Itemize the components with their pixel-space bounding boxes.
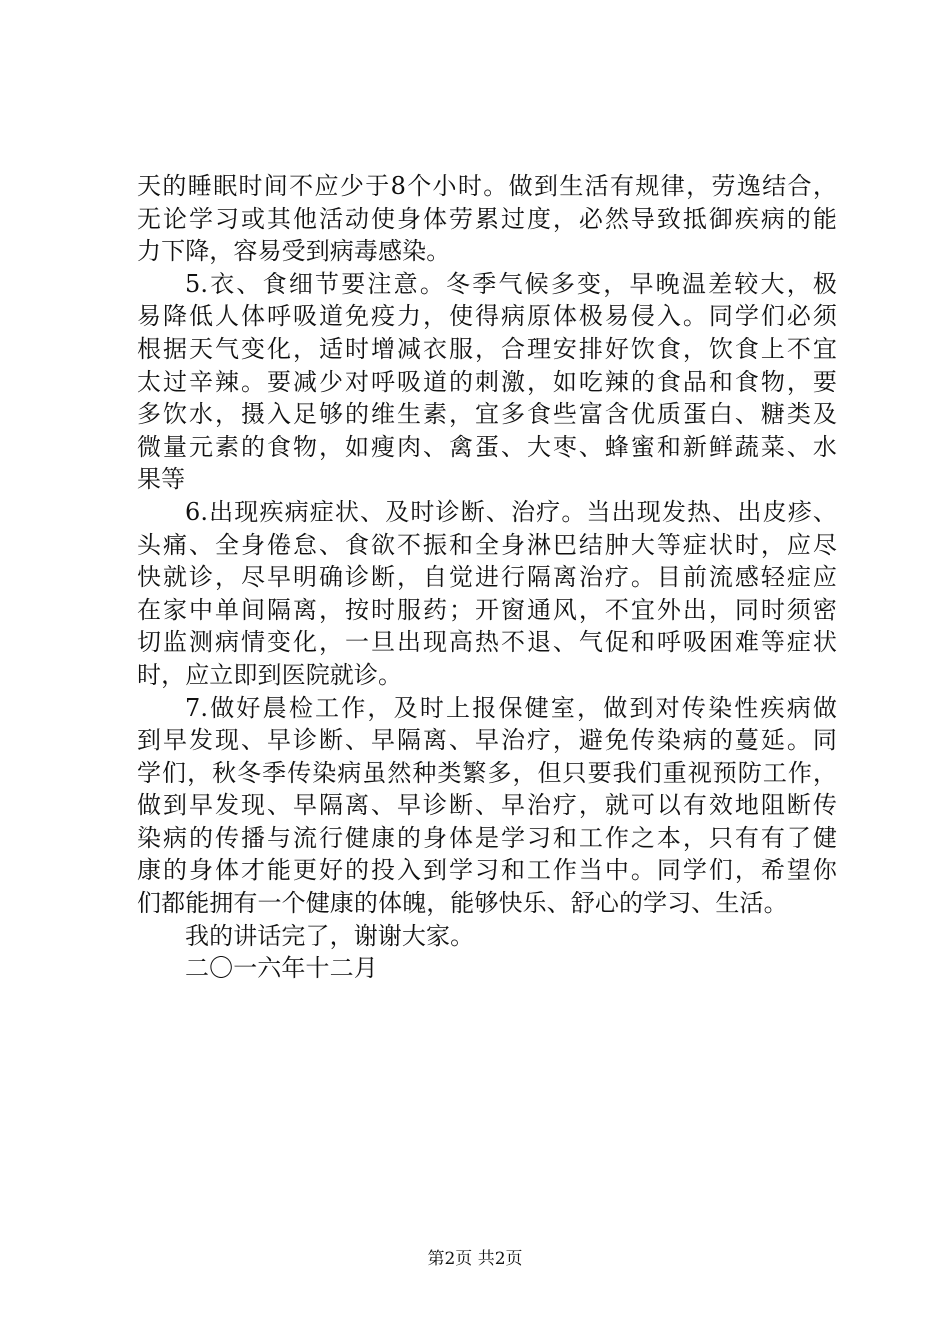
text-line: 头痛、全身倦怠、食欲不振和全身淋巴结肿大等症状时，应尽 xyxy=(137,530,837,559)
document-body xyxy=(137,170,837,985)
text-line: 康的身体才能更好的投入到学习和工作当中。同学们，希望你 xyxy=(137,856,837,885)
page-number-label: 第2页 共2页 xyxy=(427,1249,523,1269)
text-line: 易降低人体呼吸道免疫力，使得病原体极易侵入。同学们必须 xyxy=(137,302,837,331)
text-line: 切监测病情变化，一旦出现高热不退、气促和呼吸困难等症状 xyxy=(137,628,837,657)
text-line: 7.做好晨检工作，及时上报保健室，做到对传染性疾病做 xyxy=(185,693,837,722)
page-footer xyxy=(0,1244,950,1269)
text-line: 太过辛辣。要减少对呼吸道的刺激，如吃辣的食品和食物，要 xyxy=(137,367,837,396)
text-line: 我的讲话完了，谢谢大家。 xyxy=(185,921,475,950)
text-line: 学们，秋冬季传染病虽然种类繁多，但只要我们重视预防工作， xyxy=(137,758,837,787)
text-line: 5.衣、食细节要注意。冬季气候多变，早晚温差较大，极 xyxy=(185,269,837,298)
text-line: 快就诊，尽早明确诊断，自觉进行隔离治疗。目前流感轻症应 xyxy=(137,563,837,592)
text-line: 果等 xyxy=(137,465,186,494)
text-line: 6.出现疾病症状、及时诊断、治疗。当出现发热、出皮疹、 xyxy=(185,497,837,526)
text-line: 天的睡眠时间不应少于8个小时。做到生活有规律，劳逸结合， xyxy=(137,172,837,200)
text-line: 多饮水，摄入足够的维生素，宜多食些富含优质蛋白、糖类及 xyxy=(137,400,837,429)
text-line: 时，应立即到医院就诊。 xyxy=(137,660,403,689)
text-line: 无论学习或其他活动使身体劳累过度，必然导致抵御疾病的能 xyxy=(137,204,837,233)
text-line: 们都能拥有一个健康的体魄，能够快乐、舒心的学习、生活。 xyxy=(137,889,788,918)
text-line: 染病的传播与流行健康的身体是学习和工作之本，只有有了健 xyxy=(137,823,837,852)
text-line: 微量元素的食物，如瘦肉、禽蛋、大枣、蜂蜜和新鲜蔬菜、水 xyxy=(137,432,837,461)
text-line: 二〇一六年十二月 xyxy=(185,954,378,983)
text-line: 根据天气变化，适时增减衣服，合理安排好饮食，饮食上不宜 xyxy=(137,334,837,363)
text-line: 做到早发现、早隔离、早诊断、早治疗，就可以有效地阻断传 xyxy=(137,791,837,820)
text-line: 在家中单间隔离，按时服药；开窗通风，不宜外出，同时须密 xyxy=(137,595,837,624)
text-line: 到早发现、早诊断、早隔离、早治疗，避免传染病的蔓延。同 xyxy=(137,726,837,755)
text-line: 力下降，容易受到病毒感染。 xyxy=(137,237,451,266)
